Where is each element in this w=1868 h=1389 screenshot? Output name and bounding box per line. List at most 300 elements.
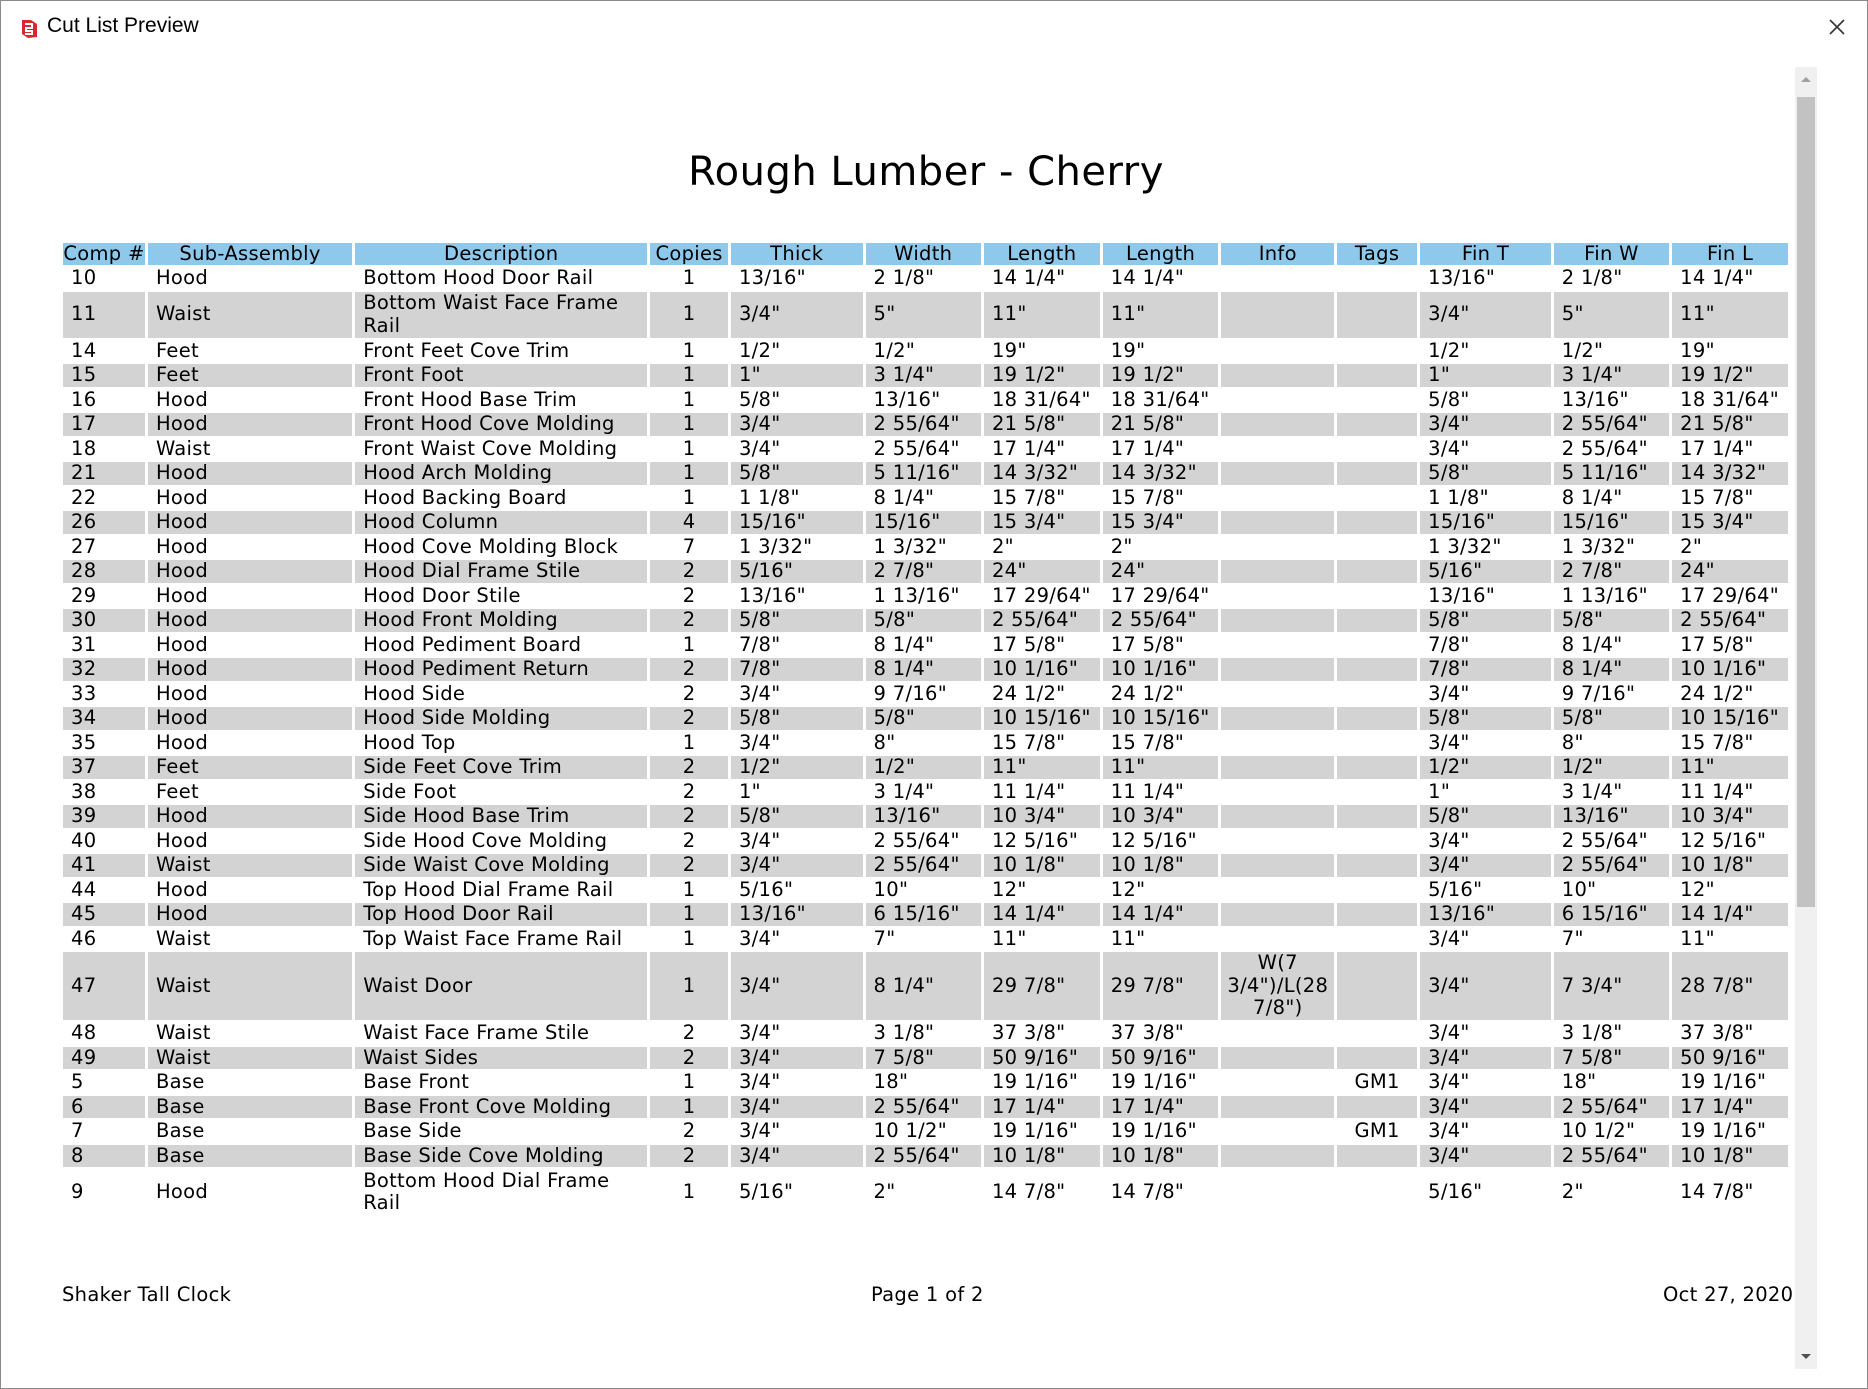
table-cell: 2 55/64" [866, 413, 981, 436]
table-cell [1337, 267, 1417, 290]
table-cell: 24 1/2" [1110, 682, 1185, 705]
table-cell: 7 5/8" [1554, 1047, 1669, 1070]
table-cell: 40 [71, 829, 97, 852]
table-cell: 1 [650, 462, 728, 485]
table-cell: 2 [650, 854, 728, 877]
column-header: Sub-Assembly [148, 243, 352, 265]
table-cell: 21 5/8" [984, 413, 1100, 436]
table-cell: 2 55/64" [873, 437, 960, 460]
table-cell: 17 [63, 413, 145, 436]
table-cell: 15 7/8" [991, 731, 1066, 754]
table-cell: 37 3/8" [1680, 1022, 1754, 1044]
table-cell: Hood [148, 609, 352, 632]
table-cell: Side Feet Cove Trim [355, 756, 647, 779]
table-cell: 1 [650, 364, 728, 387]
table-cell: 3/4" [738, 927, 781, 950]
table-cell [1221, 756, 1334, 779]
table-cell: 10 1/2" [1561, 1120, 1636, 1142]
table-cell: Hood [155, 731, 209, 754]
table-row [63, 830, 1788, 853]
table-cell: 14 1/4" [1680, 267, 1754, 289]
column-header: Fin T [1420, 243, 1551, 265]
table-cell: 1 [650, 292, 728, 338]
table-cell: 3/4" [738, 1022, 781, 1044]
table-cell: Hood [155, 829, 209, 852]
column-header: Width [866, 243, 981, 265]
table-cell: 7 3/4" [1554, 952, 1669, 1020]
table-row [63, 1071, 1788, 1094]
table-cell: 10 1/2" [873, 1120, 948, 1142]
table-cell: 29 7/8" [1103, 952, 1219, 1020]
table-cell: 1/2" [1554, 756, 1669, 779]
table-cell: 7/8" [738, 633, 781, 656]
table-cell: Hood [148, 462, 352, 485]
table-cell [1337, 413, 1417, 436]
table-cell: 1/2" [1561, 339, 1604, 362]
table-cell: 15 7/8" [1680, 731, 1754, 754]
table-cell [1221, 634, 1334, 657]
table-cell: 3/4" [1428, 829, 1470, 852]
table-cell: 3/4" [731, 854, 863, 877]
table-cell: 7/8" [1428, 633, 1470, 656]
table-cell: 18 31/64" [991, 388, 1091, 411]
table-cell: 6 15/16" [1554, 903, 1669, 926]
table-cell: 3/4" [731, 1047, 863, 1070]
table-cell: Front Foot [355, 364, 647, 387]
table-cell: 14 1/4" [984, 903, 1100, 926]
table-row [63, 658, 1788, 681]
table-cell: 2 [650, 707, 728, 730]
table-cell: 6 15/16" [866, 903, 981, 926]
table-row [63, 536, 1788, 559]
table-cell [1337, 1047, 1417, 1070]
close-button[interactable] [1807, 1, 1867, 53]
table-cell: 21 [63, 462, 145, 485]
column-header: Fin W [1554, 243, 1669, 265]
table-cell: 7 5/8" [866, 1047, 981, 1070]
table-cell [1337, 952, 1417, 1020]
table-cell: 17 29/64" [991, 584, 1091, 607]
table-cell: 28 7/8" [1672, 952, 1788, 1020]
table-cell: 1 [682, 1071, 696, 1093]
table-cell: 50 9/16" [984, 1047, 1100, 1070]
table-cell: 39 [63, 805, 145, 828]
table-cell: 13/16" [866, 805, 981, 828]
table-cell: Bottom Hood Dial Frame Rail [363, 1169, 610, 1214]
table-cell: 5/8" [866, 707, 981, 730]
table-cell: 15 3/4" [1103, 511, 1219, 534]
table-cell: 18 31/64" [1680, 388, 1780, 411]
table-cell: 19 1/2" [1672, 364, 1788, 387]
table-cell: 5/16" [1428, 878, 1483, 901]
table-cell: 2 55/64" [984, 609, 1100, 632]
table-cell: 37 [63, 756, 145, 779]
table-cell: 10 1/8" [1672, 1145, 1788, 1168]
table-cell: 17 1/4" [1680, 437, 1754, 460]
column-header: Fin L [1672, 243, 1788, 265]
table-cell: 19" [1110, 339, 1146, 362]
scroll-up-button[interactable] [1795, 67, 1817, 91]
table-cell [1337, 585, 1417, 608]
table-row [63, 364, 1788, 387]
table-cell [1337, 364, 1417, 387]
table-cell: 46 [71, 927, 97, 950]
table-cell: 1/2" [873, 339, 916, 362]
table-cell: Side Hood Base Trim [355, 805, 647, 828]
table-cell: 10 1/8" [1103, 1145, 1219, 1168]
table-cell: 2 7/8" [866, 560, 981, 583]
table-cell: 1 3/32" [873, 535, 948, 558]
table-cell: Feet [155, 339, 199, 362]
table-cell: 17 1/4" [1110, 437, 1185, 460]
table-cell [1221, 487, 1334, 510]
table-cell: 1 1/8" [738, 486, 800, 509]
table-cell [1221, 1169, 1334, 1215]
sketchup-icon [17, 17, 41, 41]
table-cell: Side Hood Cove Molding [363, 829, 608, 852]
table-cell: Side Waist Cove Molding [355, 854, 647, 877]
table-row [63, 292, 1788, 338]
table-cell: 10 1/8" [1103, 854, 1219, 877]
table-cell: Top Hood Dial Frame Rail [363, 878, 614, 901]
table-cell: 11" [991, 927, 1027, 950]
table-row [63, 1022, 1788, 1045]
table-cell: 2 55/64" [873, 829, 960, 852]
table-cell: 15 7/8" [1680, 486, 1754, 509]
table-cell: 2 [650, 658, 728, 681]
table-cell: 3/4" [1428, 437, 1470, 460]
table-cell [1221, 781, 1334, 804]
table-cell: 15 3/4" [1672, 511, 1788, 534]
table-cell: 26 [63, 511, 145, 534]
table-cell: Base [155, 1071, 205, 1093]
table-cell: 5/8" [1420, 805, 1551, 828]
table-cell: Hood [155, 388, 209, 411]
table-cell [1221, 658, 1334, 681]
table-cell: 3/4" [738, 1071, 781, 1093]
table-cell: 15/16" [866, 511, 981, 534]
table-cell: 10 1/16" [984, 658, 1100, 681]
table-cell: 1 1/8" [1428, 486, 1489, 509]
scrollbar-thumb[interactable] [1797, 97, 1815, 907]
table-cell: 1 [682, 1179, 696, 1203]
table-cell [1221, 292, 1334, 338]
table-cell [1337, 658, 1417, 681]
table-cell [1221, 1145, 1334, 1168]
table-cell: 1/2" [731, 756, 863, 779]
table-cell [1337, 462, 1417, 485]
table-cell: 18 [71, 437, 97, 460]
table-cell: 1/2" [738, 339, 781, 362]
table-cell: Base Side [363, 1120, 462, 1142]
footer-page-number: Page 1 of 2 [871, 1283, 984, 1306]
table-cell: 19 1/2" [984, 364, 1100, 387]
table-cell: Hood [155, 584, 209, 607]
table-cell: 8 1/4" [1561, 633, 1623, 656]
table-cell: 7" [873, 927, 896, 950]
table-cell: 45 [63, 903, 145, 926]
table-cell: 5/8" [738, 388, 781, 411]
table-cell: 35 [71, 731, 97, 754]
table-row [63, 634, 1788, 657]
table-cell: 10 15/16" [1103, 707, 1219, 730]
table-row [63, 732, 1788, 755]
table-cell: 1 [650, 1096, 728, 1119]
table-cell: 1" [1420, 364, 1551, 387]
table-cell: 15 3/4" [984, 511, 1100, 534]
table-cell: 1 13/16" [873, 584, 960, 607]
table-cell: 2 1/8" [873, 267, 935, 289]
table-cell: Hood Dial Frame Stile [355, 560, 647, 583]
table-cell [1221, 805, 1334, 828]
table-cell: Hood [155, 682, 209, 705]
table-cell: 3/4" [1420, 952, 1551, 1020]
table-cell [1221, 830, 1334, 853]
table-cell: 11 1/4" [1110, 780, 1185, 803]
column-header: Copies [650, 243, 728, 265]
table-cell: Base Side Cove Molding [355, 1145, 647, 1168]
table-cell: 1 [650, 413, 728, 436]
table-cell: 1 13/16" [1561, 584, 1648, 607]
column-header: Description [355, 243, 647, 265]
table-cell: 12" [1110, 878, 1146, 901]
table-cell: 5/8" [731, 805, 863, 828]
table-cell: 19" [991, 339, 1027, 362]
table-cell: 13/16" [738, 267, 806, 289]
table-cell [1337, 511, 1417, 534]
table-cell: 8 1/4" [1554, 658, 1669, 681]
table-cell: 3/4" [1420, 1047, 1551, 1070]
table-cell: Base Front Cove Molding [355, 1096, 647, 1119]
table-row [63, 805, 1788, 828]
table-cell [1337, 879, 1417, 902]
table-cell: 3/4" [738, 682, 781, 705]
table-cell: Waist [148, 292, 352, 338]
table-cell: 24" [1672, 560, 1788, 583]
table-cell [1221, 267, 1334, 290]
table-row [63, 511, 1788, 534]
table-cell: 5 [71, 1071, 84, 1093]
table-cell: Hood [155, 878, 209, 901]
table-cell [1221, 364, 1334, 387]
table-cell [1337, 830, 1417, 853]
table-cell: Front Hood Base Trim [363, 388, 577, 411]
table-cell: 37 3/8" [991, 1022, 1066, 1044]
table-cell: Hood [148, 707, 352, 730]
table-cell: Top Waist Face Frame Rail [363, 927, 623, 950]
table-cell: 21 5/8" [1672, 413, 1788, 436]
table-cell: Bottom Waist Face Frame Rail [355, 292, 647, 338]
table-row [63, 756, 1788, 779]
table-cell [1221, 340, 1334, 363]
table-cell: 15/16" [1554, 511, 1669, 534]
table-cell: Hood [148, 511, 352, 534]
table-cell: 19 1/16" [1680, 1120, 1767, 1142]
table-cell: 17 1/4" [1103, 1096, 1219, 1119]
table-cell: Waist Sides [355, 1047, 647, 1070]
column-header: Length [1103, 243, 1219, 265]
table-cell: 3/4" [1420, 854, 1551, 877]
table-cell [1221, 1047, 1334, 1070]
table-cell [1337, 781, 1417, 804]
table-cell [1337, 536, 1417, 559]
table-cell: 7 [682, 535, 696, 558]
table-cell: 2 55/64" [1561, 437, 1648, 460]
table-cell: 5 11/16" [1554, 462, 1669, 485]
table-cell: 5/8" [1420, 462, 1551, 485]
table-cell: 2" [1680, 535, 1703, 558]
table-cell: 3/4" [738, 731, 781, 754]
report-page [1, 55, 1794, 1385]
table-cell: 5/8" [1554, 609, 1669, 632]
table-cell: 2 [682, 1022, 696, 1044]
table-cell: 15/16" [731, 511, 863, 534]
table-cell: 13/16" [1428, 267, 1496, 289]
table-cell: 3/4" [1428, 731, 1470, 754]
table-cell [1337, 438, 1417, 461]
table-cell [1221, 511, 1334, 534]
table-row [63, 879, 1788, 902]
column-header: Comp # [63, 243, 145, 265]
table-cell: 1" [738, 780, 761, 803]
table-row [63, 1047, 1788, 1070]
table-row [63, 585, 1788, 608]
table-cell: 1 [682, 731, 696, 754]
table-cell: 2 [682, 1120, 696, 1142]
table-cell: Hood [155, 1179, 209, 1203]
table-cell: 5/16" [738, 1179, 794, 1203]
table-cell: Base [148, 1096, 352, 1119]
table-cell: 17 1/4" [991, 437, 1066, 460]
table-cell [1221, 928, 1334, 951]
table-cell: 3/4" [1428, 1120, 1470, 1142]
table-cell: 19 1/16" [1110, 1071, 1197, 1093]
table-cell: 5/16" [1420, 560, 1551, 583]
table-cell: 3 1/4" [873, 780, 935, 803]
table-cell: 2 [682, 584, 696, 607]
table-cell [1337, 1169, 1417, 1215]
table-cell: Hood Pediment Return [355, 658, 647, 681]
table-cell: Base [155, 1120, 205, 1142]
table-row [63, 1120, 1788, 1143]
table-cell: 47 [63, 952, 145, 1020]
table-cell: 9 7/16" [873, 682, 948, 705]
table-cell: Waist [148, 952, 352, 1020]
table-cell: 11 1/4" [991, 780, 1066, 803]
table-cell: 2 55/64" [1554, 854, 1669, 877]
table-cell: 2 [682, 682, 696, 705]
table-cell: Hood Door Stile [363, 584, 521, 607]
table-row [63, 487, 1788, 510]
table-cell: 1/2" [1420, 756, 1551, 779]
table-cell: 49 [63, 1047, 145, 1070]
table-cell: 2 55/64" [1561, 829, 1648, 852]
table-cell: 10 15/16" [984, 707, 1100, 730]
scroll-down-arrow-icon [1800, 1353, 1812, 1361]
vertical-scrollbar[interactable] [1795, 67, 1817, 1369]
table-cell: 7/8" [1420, 658, 1551, 681]
table-cell: 27 [71, 535, 97, 558]
table-cell: 15 7/8" [991, 486, 1066, 509]
table-cell: 2" [1561, 1179, 1584, 1203]
table-cell: 19 1/16" [1110, 1120, 1197, 1142]
table-cell: Hood [148, 903, 352, 926]
table-cell: 14 7/8" [1680, 1179, 1754, 1203]
table-cell: 3/4" [1428, 1071, 1470, 1093]
table-cell: 50 9/16" [1672, 1047, 1788, 1070]
title-bar [1, 1, 1867, 55]
table-cell: 14 3/32" [1103, 462, 1219, 485]
table-cell: 1 3/32" [1428, 535, 1502, 558]
table-cell: Hood Front Molding [355, 609, 647, 632]
table-row [63, 1169, 1788, 1215]
table-cell: GM1 [1354, 1071, 1400, 1093]
table-cell: 18 31/64" [1110, 388, 1210, 411]
table-cell: 19 1/2" [1103, 364, 1219, 387]
table-cell: Base Front [363, 1071, 470, 1093]
table-cell: 11" [1103, 292, 1219, 338]
table-row [63, 340, 1788, 363]
table-cell: 1" [731, 364, 863, 387]
table-cell: 3/4" [1420, 1145, 1551, 1168]
table-cell: 17 29/64" [1680, 584, 1780, 607]
table-cell: GM1 [1354, 1120, 1400, 1142]
table-cell [1337, 1022, 1417, 1045]
table-cell: Waist [155, 437, 211, 460]
table-cell: 2 [650, 609, 728, 632]
table-cell: 3 1/8" [873, 1022, 935, 1044]
table-cell: 3 1/4" [1554, 364, 1669, 387]
cut-list-table [60, 241, 1791, 1217]
scroll-down-button[interactable] [1795, 1345, 1817, 1369]
table-cell: 24 1/2" [1680, 682, 1754, 705]
table-cell: 17 1/4" [1672, 1096, 1788, 1119]
table-cell: 5/8" [1420, 609, 1551, 632]
table-cell: 21 5/8" [1103, 413, 1219, 436]
table-cell: 22 [71, 486, 97, 509]
table-cell: 15 [63, 364, 145, 387]
table-cell: 5 11/16" [866, 462, 981, 485]
table-cell: 5" [866, 292, 981, 338]
table-cell [1221, 683, 1334, 706]
table-cell: Hood [148, 805, 352, 828]
table-cell: 3/4" [1420, 292, 1551, 338]
table-cell [1221, 609, 1334, 632]
table-cell: 3 1/8" [1561, 1022, 1623, 1044]
table-cell: 8" [1561, 731, 1584, 754]
table-cell: 11" [1672, 756, 1788, 779]
table-cell [1221, 438, 1334, 461]
table-cell: 19 1/16" [991, 1120, 1079, 1142]
table-cell: 1 [682, 339, 696, 362]
table-cell: 13/16" [738, 584, 806, 607]
table-cell: 5/16" [731, 560, 863, 583]
table-cell: 5/8" [1554, 707, 1669, 730]
table-cell: Feet [148, 364, 352, 387]
table-cell [1221, 536, 1334, 559]
table-cell: 24" [984, 560, 1100, 583]
table-cell: 5/8" [731, 707, 863, 730]
table-row [63, 1096, 1788, 1119]
table-cell: 14 1/4" [1103, 903, 1219, 926]
table-cell: W(7 3/4")/L(28 7/8") [1221, 952, 1334, 1020]
table-cell [1221, 707, 1334, 730]
table-row [63, 389, 1788, 412]
table-cell: Hood [155, 535, 209, 558]
table-cell: 14 3/32" [984, 462, 1100, 485]
table-cell: 2 55/64" [1672, 609, 1788, 632]
table-cell: 5/8" [1428, 388, 1470, 411]
